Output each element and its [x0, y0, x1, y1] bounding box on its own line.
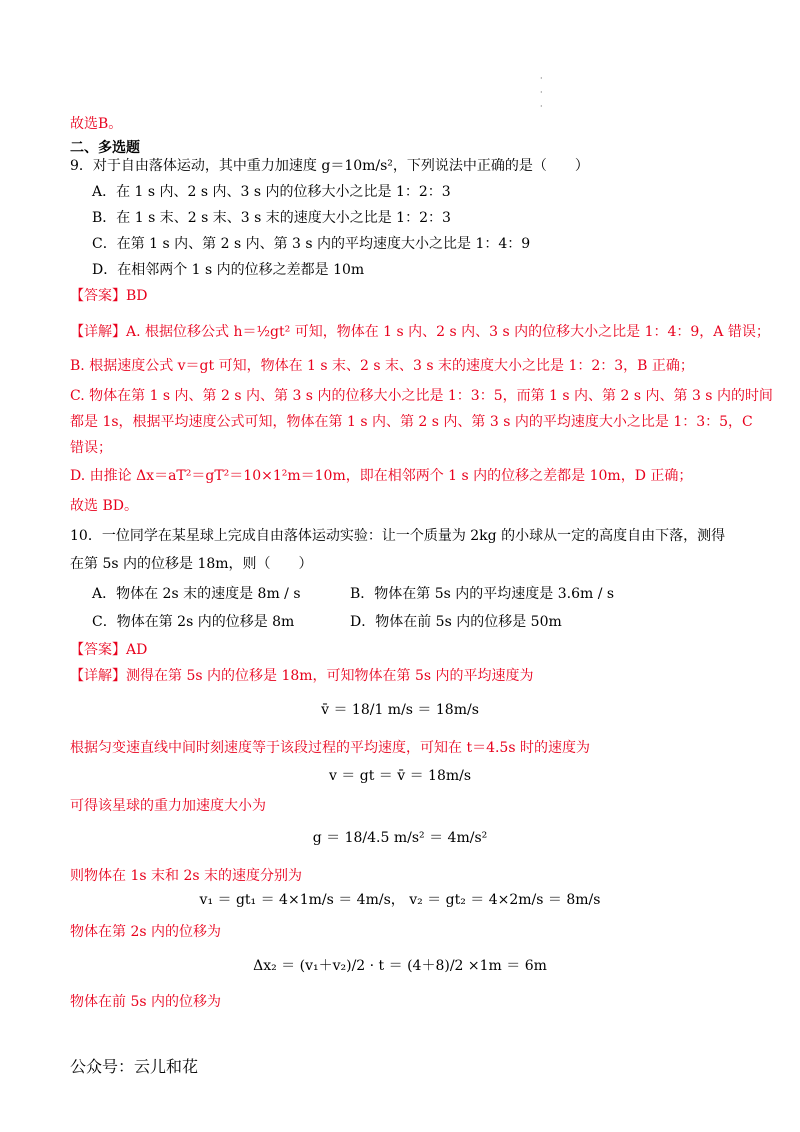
q9-option-a: A．在 1 s 内、2 s 内、3 s 内的位移大小之比是 1：2：3 [92, 184, 451, 200]
q9-answer: 【答案】BD [70, 288, 148, 304]
footer-wechat-account: 公众号：云儿和花 [70, 1057, 199, 1076]
q10-option-c: C．物体在第 2s 内的位移是 8m [92, 614, 295, 630]
q9-option-d: D．在相邻两个 1 s 内的位移之差都是 10m [92, 262, 365, 278]
dot: · [540, 74, 543, 83]
q10-detail-text-3: 可得该星球的重力加速度大小为 [70, 798, 266, 814]
q9-option-c: C．在第 1 s 内、第 2 s 内、第 3 s 内的平均速度大小之比是 1：4：9 [92, 236, 531, 252]
q10-equation-3: g ＝ 18/4.5 m/s² ＝ 4m/s² [312, 830, 488, 846]
q10-stem-line2: 在第 5s 内的位移是 18m，则（ ） [70, 556, 313, 572]
q10-equation-5: Δx₂ ＝ (v₁＋v₂)/2 · t ＝ (4＋8)/2 ×1m ＝ 6m [253, 958, 547, 974]
q9-stem: 9．对于自由落体运动，其中重力加速度 g＝10m/s²，下列说法中正确的是（ ） [70, 158, 589, 174]
q10-option-d: D．物体在前 5s 内的位移是 50m [350, 614, 562, 630]
dot: · [540, 88, 543, 97]
q9-detail-c3: 错误； [70, 440, 112, 456]
q10-detail-intro: 【详解】测得在第 5s 内的位移是 18m，可知物体在第 5s 内的平均速度为 [70, 668, 534, 684]
q9-detail-d: D. 由推论 Δx＝aT²＝gT²＝10×1²m＝10m，即在相邻两个 1 s 内的位移之差都是 10m，D 正确； [70, 468, 693, 484]
q10-detail-text-4: 则物体在 1s 末和 2s 末的速度分别为 [70, 868, 302, 884]
q9-option-b: B．在 1 s 末、2 s 末、3 s 末的速度大小之比是 1：2：3 [92, 210, 451, 226]
q10-option-b: B．物体在第 5s 内的平均速度是 3.6m / s [350, 586, 615, 602]
q9-detail-a: 【详解】A. 根据位移公式 h＝½gt² 可知，物体在 1 s 内、2 s 内、3 s 内的位移大小之比是 1：4：9，A 错误； [70, 324, 770, 340]
q9-detail-c2: 都是 1s，根据平均速度公式可知，物体在第 1 s 内、第 2 s 内、第 3 s 内的平均速度大小之比是 1：3：5，C [70, 414, 753, 430]
q10-option-a: A．物体在 2s 末的速度是 8m / s [92, 586, 301, 602]
prev-conclusion: 故选B。 [70, 116, 123, 132]
section-title: 二、多选题 [70, 140, 140, 156]
q10-equation-2: v ＝ gt ＝ v̄ ＝ 18m/s [328, 768, 472, 784]
q10-answer: 【答案】AD [70, 642, 148, 658]
page-marker-dots [540, 72, 543, 114]
q10-equation-4: v₁ ＝ gt₁ ＝ 4×1m/s ＝ 4m/s， v₂ ＝ gt₂ ＝ 4×2m/s ＝ 8m/s [199, 892, 601, 908]
q10-detail-text-6: 物体在前 5s 内的位移为 [70, 994, 221, 1010]
q10-equation-1: v̄ ＝ 18/1 m/s ＝ 18m/s [321, 702, 479, 718]
q10-detail-text-5: 物体在第 2s 内的位移为 [70, 924, 221, 940]
q9-conclusion: 故选 BD。 [70, 498, 138, 514]
q10-stem-line1: 10．一位同学在某星球上完成自由落体运动实验：让一个质量为 2kg 的小球从一定的高度自由下落，测得 [70, 528, 726, 544]
q9-detail-c1: C. 物体在第 1 s 内、第 2 s 内、第 3 s 内的位移大小之比是 1：3：5，而第 1 s 内、第 2 s 内、第 3 s 内的时间 [70, 388, 773, 404]
q9-detail-b: B. 根据速度公式 v＝gt 可知，物体在 1 s 末、2 s 末、3 s 末的速度大小之比是 1：2：3，B 正确； [70, 358, 694, 374]
q10-detail-text-2: 根据匀变速直线中间时刻速度等于该段过程的平均速度，可知在 t＝4.5s 时的速度为 [70, 740, 590, 756]
dot: · [540, 102, 543, 111]
